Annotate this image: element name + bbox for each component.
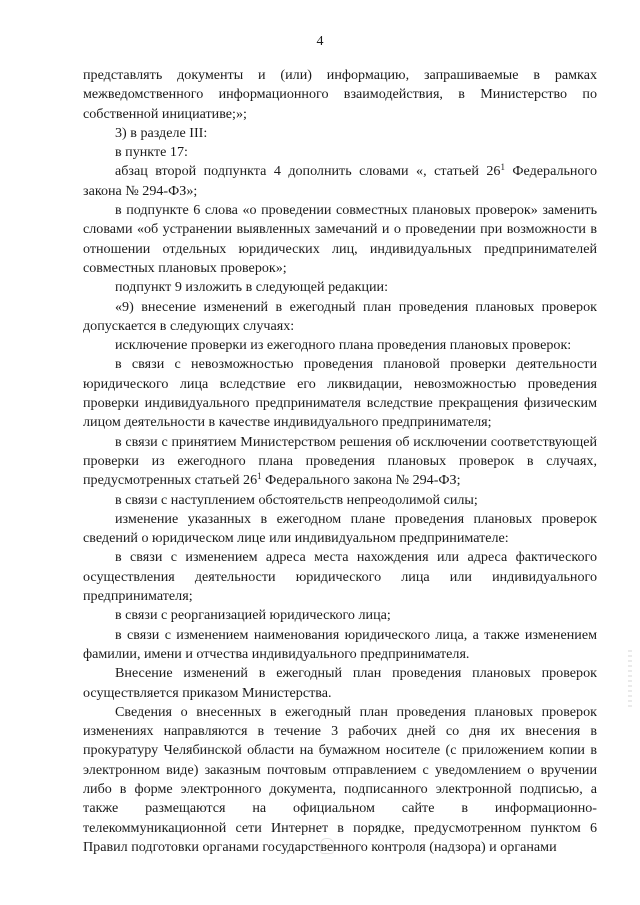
paragraph: Внесение изменений в ежегодный план проведения плановых проверок осуществляется приказом Министерства.: [83, 665, 597, 701]
paragraph: [83, 162, 597, 201]
paragraph: представлять документы и (или) информацию, запрашиваемые в рамках межведомственного информационного взаимодействия, в Министерство по собственной инициативе;»;: [83, 67, 597, 122]
paragraph: Сведения о внесенных в ежегодный план проведения плановых проверок изменениях направляются в течение 3 рабочих дней со дня их внесения в прокуратуру Челябинской области на бумажном носителе (с приложением копии в электронном виде) заказным почтовым отправлением с уведомлением о вручении либо в форме электронного документа, подписанного электронной подписью, а также размещаются на официальном сайте в информационно-телекоммуникационной сети Интернет в порядке, предусмотренном пунктом 6 Правил подготовки органами государственного контроля (надзора) и органами: [83, 703, 597, 855]
paragraph: в связи с изменением наименования юридического лица, а также изменением фамилии, имени и отчества индивидуального предпринимателя.: [83, 626, 597, 662]
paragraph: исключение проверки из ежегодного плана проведения плановых проверок:: [115, 337, 572, 354]
page-number: 4: [316, 34, 324, 49]
paragraph-text: Федерального закона № 294-ФЗ»;: [83, 163, 597, 199]
faint-stamp-mark: [262, 838, 392, 878]
paragraph: в подпункте 6 слова «о проведении совместных плановых проверок» заменить словами «об устранении выявленных замечаний и о проведении при возможности в отношении отдельных юридических лиц, индивидуальных предпринимателей совместных плановых проверок»;: [83, 202, 597, 276]
emblem-icon: [320, 838, 334, 854]
paragraph: [83, 433, 597, 491]
paragraph-text: в связи с принятием Министерством решения об исключении соответствующей проверки из ежегодного плана проведения плановых проверок в случаях, предусмотренных статьей 26: [83, 433, 597, 489]
scan-edge-mark: [628, 650, 632, 710]
paragraph: в связи с невозможностью проведения плановой проверки деятельности юридического лица вследствие его ликвидации, невозможностью проведения проверки индивидуального предпринимателя вследствие прекращения физическим лицом деятельности в качестве индивидуального предпринимателя;: [83, 356, 597, 431]
superscript: 1: [257, 471, 262, 482]
paragraph: в связи с наступлением обстоятельств непреодолимой силы;: [115, 491, 478, 508]
paragraph: подпункт 9 изложить в следующей редакции:: [115, 279, 389, 296]
paragraph: в пункте 17:: [115, 144, 188, 161]
paragraph: 3) в разделе III:: [115, 124, 208, 141]
paragraph: «9) внесение изменений в ежегодный план проведения плановых проверок допускается в следующих случаях:: [83, 298, 597, 334]
paragraph: в связи с изменением адреса места нахождения или адреса фактического осуществления деятельности юридического лица или индивидуального предпринимателя;: [83, 549, 597, 605]
paragraph: в связи с реорганизацией юридического лица;: [115, 607, 391, 624]
paragraph-text: абзац второй подпункта 4 дополнить словами «, статьей 26: [115, 163, 501, 180]
document-body: [83, 66, 597, 857]
superscript: 1: [500, 162, 505, 173]
paragraph: изменение указанных в ежегодном плане проведения плановых проверок сведений о юридическом лице или индивидуальном предпринимателе:: [83, 510, 597, 547]
paragraph-text: Федерального закона № 294-ФЗ;: [261, 472, 461, 489]
